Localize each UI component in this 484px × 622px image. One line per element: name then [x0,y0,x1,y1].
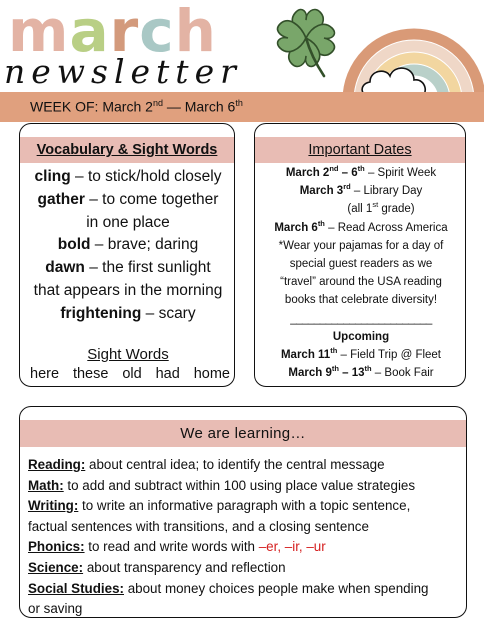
vocab-entry [20,166,235,189]
date-entry [255,346,466,364]
vocab-entry [20,212,235,235]
event-text: – Field Trip @ Fleet [337,349,442,362]
vocab-definition: to come together [102,190,219,208]
vocab-sep: – [84,259,103,277]
week-label: WEEK OF: [30,98,99,115]
vocab-sep: – [141,304,159,322]
we-are-learning-box [19,406,467,618]
important-dates-list [255,164,466,382]
newsletter-title: newsletter [4,52,242,91]
vocab-definition: to stick/hold closely [87,168,222,185]
note-text: grade) [378,203,415,216]
note-text: (all 1 [347,203,373,216]
rainbow-icon [330,0,484,100]
vocab-sep: – [70,168,88,185]
we-are-learning-heading: We are learning… [20,420,466,447]
important-dates-box [254,123,466,387]
subject-label: Writing: [28,498,79,514]
event-text: – Spirit Week [364,167,437,179]
vocab-definition: in one place [86,213,170,231]
vocab-word: cling [34,168,71,185]
week-start-suffix: nd [152,98,163,108]
date-note [255,200,466,218]
sight-words-list [30,366,230,382]
note-suffix: st [372,200,379,210]
week-end-suffix: th [235,98,243,108]
divider-line: ________________________ [290,312,432,325]
vocab-entry [20,280,235,303]
date-suffix: th [330,346,338,356]
sight-word: old [122,366,142,382]
date-entry [255,219,466,237]
week-separator: — [166,98,181,115]
vocab-definition: brave; daring [107,236,199,254]
learning-item-writing-cont: factual sentences with transitions, and a closing sentence [28,518,369,534]
vocab-sep: – [90,236,108,254]
newsletter-header [0,0,484,95]
subject-label: Science: [28,559,84,575]
date-text: – 13 [338,367,365,380]
sight-word: these [72,366,109,382]
vocab-word: bold [57,236,91,254]
week-start-month: March [102,98,142,115]
title-letter: c [139,0,175,65]
vocab-word: gather [37,190,85,208]
phonics-patterns: –er, –ir, –ur [258,539,326,555]
vocab-entry [20,234,235,257]
date-note: books that celebrate diversity! [284,294,438,307]
date-entry [255,182,466,200]
event-text: – Library Day [350,185,423,198]
sight-word: home [193,366,230,382]
learning-item-writing [28,496,464,517]
subject-label: Phonics: [28,539,85,555]
title-letter: r [109,0,140,65]
date-suffix: th [331,364,339,374]
vocabulary-list [20,166,235,326]
week-end-day: 6 [227,98,236,115]
sight-word: had [155,366,180,382]
week-start-day: 2 [145,98,153,115]
sight-word: here [30,366,60,382]
vocab-definition: the first sunlight [102,259,211,277]
date-suffix: rd [343,182,351,192]
title-letter: a [69,0,110,65]
subject-text: to read and write words with [84,539,259,555]
week-end-month: March [184,98,224,115]
vocab-entry [20,303,235,326]
date-text: March 6 [274,221,318,234]
learning-item-science [28,558,464,579]
vocab-definition: scary [158,304,196,322]
subject-text: about transparency and reflection [83,559,286,575]
date-suffix: th [317,218,325,228]
title-letter: h [174,0,217,65]
learning-item-social-studies [28,579,464,600]
vocab-word: dawn [45,259,85,277]
date-note: “travel” around the USA reading [280,276,442,289]
learning-item-math [28,476,464,497]
date-text: March 3 [299,185,344,198]
learning-list [28,455,464,618]
learning-item-phonics [28,537,464,558]
vocab-word: frightening [60,304,142,322]
title-letter: m [8,0,70,65]
important-dates-heading: Important Dates [255,137,465,163]
subject-text: to write an informative paragraph with a topic sentence, [78,498,411,514]
vocabulary-heading: Vocabulary & Sight Words [20,137,234,163]
subject-label: Reading: [28,457,86,472]
date-text: March 9 [288,367,332,380]
subject-text: about central idea; to identify the central message [85,457,385,472]
date-note: special guest readers as we [289,258,433,271]
date-text: March 2 [285,167,330,179]
week-of-text [30,98,243,115]
date-note: *Wear your pajamas for a day of [278,239,444,252]
subject-text: about money choices people make when spending [124,580,429,596]
vocabulary-box [19,123,235,387]
event-text: – Book Fair [371,367,434,380]
date-entry [255,364,466,382]
date-suffix: nd [329,164,339,174]
date-text: – 6 [338,167,358,179]
week-band [0,92,484,122]
learning-item-social-cont: or saving [28,601,83,617]
vocab-entry [20,257,235,280]
upcoming-heading: Upcoming [332,330,390,343]
subject-label: Math: [28,477,64,493]
date-suffix: th [357,164,365,174]
subject-label: Social Studies: [28,580,124,596]
learning-item-reading [28,455,464,476]
subject-text: to add and subtract within 100 using place value strategies [63,477,416,493]
event-text: – Read Across America [324,221,448,234]
vocab-definition: that appears in the morning [33,281,223,299]
date-entry [255,164,466,182]
date-suffix: th [364,364,372,374]
vocab-sep: – [84,190,103,208]
vocab-entry [20,189,235,212]
date-text: March 11 [280,349,331,362]
sight-words-heading: Sight Words [87,346,169,363]
